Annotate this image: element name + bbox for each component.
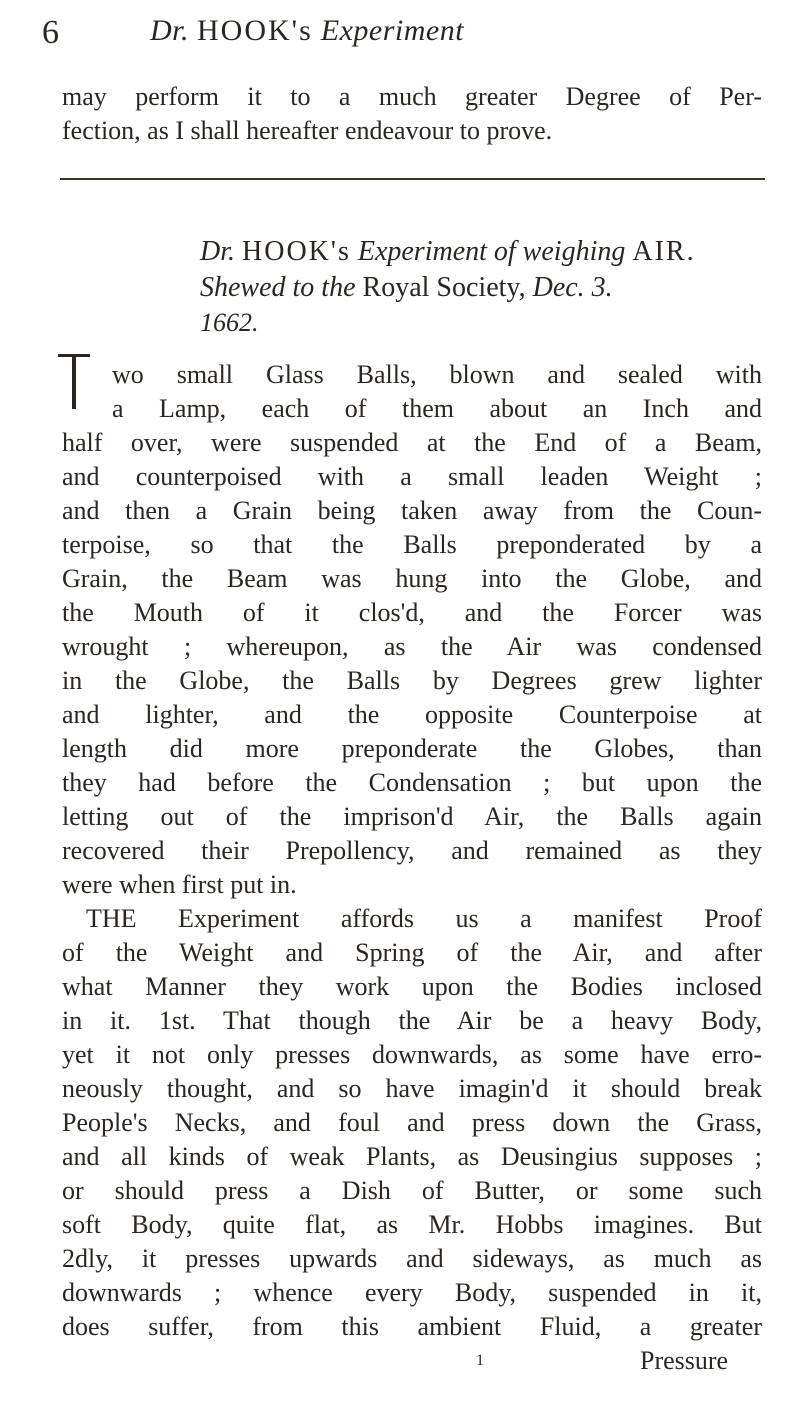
section-heading-line2 (200, 272, 800, 304)
body-line: letting out of the imprison'd Air, the Balls again (62, 802, 762, 831)
intro-line: fection, as I shall hereafter endeavour to prove. (62, 116, 553, 145)
running-title-rest: Experiment (320, 14, 465, 47)
body-line: neously thought, and so have imagin'd it should break (62, 1074, 762, 1103)
body-line: soft Body, quite flat, as Mr. Hobbs imagines. But (62, 1210, 762, 1239)
heading-name: HOOK's (242, 236, 351, 267)
section-heading (200, 236, 800, 268)
body-line: were when first put in. (62, 870, 297, 899)
heading-line2-date: Dec. 3. (532, 272, 613, 303)
running-title-prefix: Dr. (150, 14, 190, 47)
body-line: a Lamp, each of them about an Inch and (112, 394, 762, 423)
body-line: 2dly, it presses upwards and sideways, as much as (62, 1244, 762, 1273)
body-line: of the Weight and Spring of the Air, and after (62, 938, 762, 967)
body-line: wo small Glass Balls, blown and sealed with (112, 360, 762, 389)
running-title (150, 14, 464, 48)
section-rule (60, 178, 765, 180)
intro-line: may perform it to a much greater Degree of Per- (62, 82, 762, 111)
body-line: yet it not only presses downwards, as some have erro- (62, 1040, 762, 1069)
body-line: People's Necks, and foul and press down the Grass, (62, 1108, 762, 1137)
catchword: Pressure (640, 1346, 729, 1375)
body-line: in it. 1st. That though the Air be a heavy Body, (62, 1006, 762, 1035)
signature-mark: 1 (476, 1352, 484, 1369)
heading-subject: AIR. (632, 236, 696, 267)
heading-line2-italic: Shewed to the (200, 272, 356, 303)
body-line: recovered their Prepollency, and remained as they (62, 836, 762, 865)
body-line: Grain, the Beam was hung into the Globe, and (62, 564, 762, 593)
body-line: half over, were suspended at the End of a Beam, (62, 428, 762, 457)
body-line: in the Globe, the Balls by Degrees grew lighter (62, 666, 762, 695)
body-line: they had before the Condensation ; but upon the (62, 768, 762, 797)
heading-prefix: Dr. (200, 236, 236, 267)
body-line: and then a Grain being taken away from the Coun- (62, 496, 762, 525)
drop-cap-t (58, 354, 90, 413)
heading-line2-roman: Royal Society, (362, 272, 526, 303)
page-number: 6 (42, 14, 59, 51)
body-line: downwards ; whence every Body, suspended in it, (62, 1278, 762, 1307)
body-line: and lighter, and the opposite Counterpoise at (62, 700, 762, 729)
body-line: does suffer, from this ambient Fluid, a greater (62, 1312, 762, 1341)
body-line: what Manner they work upon the Bodies inclosed (62, 972, 762, 1001)
body-line: the Mouth of it clos'd, and the Forcer was (62, 598, 762, 627)
body-line: and all kinds of weak Plants, as Deusingius supposes ; (62, 1142, 762, 1171)
body-line: or should press a Dish of Butter, or some such (62, 1176, 762, 1205)
running-title-name: HOOK's (197, 14, 313, 47)
body-line: length did more preponderate the Globes, than (62, 734, 762, 763)
body-line: and counterpoised with a small leaden Weight ; (62, 462, 762, 491)
running-head (42, 12, 762, 62)
heading-year: 1662. (200, 308, 259, 337)
body-line: terpoise, so that the Balls preponderated by a (62, 530, 762, 559)
heading-rest: Experiment of weighing (357, 236, 626, 267)
body-line: THE Experiment affords us a manifest Proof (86, 904, 762, 933)
body-line: wrought ; whereupon, as the Air was condensed (62, 632, 762, 661)
